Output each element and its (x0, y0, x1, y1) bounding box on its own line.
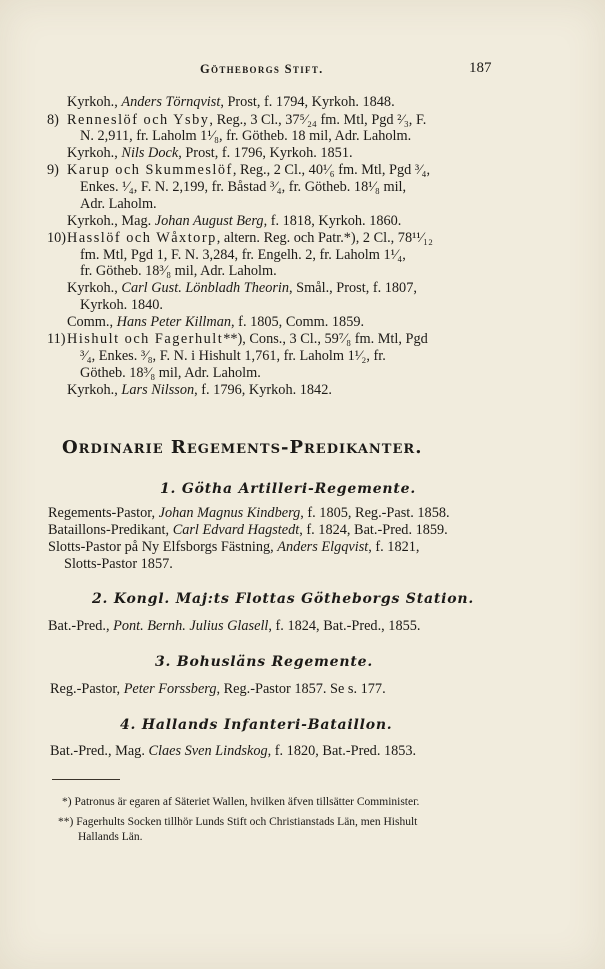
parish-line: fr. Götheb. 18³⁄₈ mil, Adr. Laholm. (80, 263, 277, 279)
parish-entry-8: 8) Renneslöf och Ysby, Reg., 3 Cl., 37⁵⁄₂₄ fm. Mtl, Pgd ²⁄₃, F. (47, 112, 427, 128)
regiment-entry: Regements-Pastor, Johan Magnus Kindberg, f. 1805, Reg.-Past. 1858. (48, 505, 450, 521)
parish-line: Götheb. 18³⁄₈ mil, Adr. Laholm. (80, 365, 261, 381)
regiment-heading: 4. Hallands Infanteri-Bataillon. (120, 717, 393, 733)
parish-entry-10: 10) Hasslöf och Wåxtorp, altern. Reg. och Patr.*), 2 Cl., 78¹¹⁄₁₂ (47, 230, 434, 246)
regiment-entry: Slotts-Pastor 1857. (64, 556, 173, 572)
parish-entry-9: 9) Karup och Skummeslöf, Reg., 2 Cl., 40¹⁄₆ fm. Mtl, Pgd ³⁄₄, (47, 162, 431, 178)
footnote: Hallands Län. (78, 831, 143, 843)
parish-line: Kyrkoh., Mag. Johan August Berg, f. 1818, Kyrkoh. 1860. (67, 213, 402, 229)
parish-line: Kyrkoh., Nils Dock, Prost, f. 1796, Kyrkoh. 1851. (67, 145, 353, 161)
regiment-entry: Slotts-Pastor på Ny Elfsborgs Fästning, Anders Elgqvist, f. 1821, (48, 539, 420, 555)
page-number: 187 (469, 60, 492, 76)
parish-entry-11: 11) Hishult och Fagerhult**), Cons., 3 Cl., 59⁷⁄₈ fm. Mtl, Pgd (47, 331, 428, 347)
parish-line: fm. Mtl, Pgd 1, F. N. 3,284, fr. Engelh. 2, fr. Laholm 1¹⁄₄, (80, 247, 406, 263)
regiment-entry: Bat.-Pred., Mag. Claes Sven Lindskog, f. 1820, Bat.-Pred. 1853. (50, 743, 417, 759)
parish-line: Kyrkoh., Lars Nilsson, f. 1796, Kyrkoh. 1842. (67, 382, 332, 398)
page-header (0, 62, 605, 82)
regiment-entry: Bat.-Pred., Pont. Bernh. Julius Glasell, f. 1824, Bat.-Pred., 1855. (48, 618, 421, 634)
parish-line: Enkes. ¹⁄₄, F. N. 2,199, fr. Båstad ³⁄₄, fr. Götheb. 18¹⁄₈ mil, (80, 179, 407, 195)
footnote: **) Fagerhults Socken tillhör Lunds Stift och Christianstads Län, men Hishult (58, 816, 418, 828)
regiment-heading: 2. Kongl. Maj:ts Flottas Götheborgs Station. (92, 591, 475, 607)
parish-line: Kyrkoh. 1840. (80, 297, 163, 313)
section-title: Ordinarie Regements-Predikanter. (62, 437, 423, 458)
parish-line: Kyrkoh., Carl Gust. Lönbladh Theorin, Smål., Prost, f. 1807, (67, 280, 417, 296)
footnote: *) Patronus är egaren af Säteriet Wallen, hvilken äfven tillsätter Comministeг. (62, 796, 420, 808)
parish-line: Adr. Laholm. (80, 196, 157, 212)
regiment-heading: 3. Bohusläns Regemente. (155, 654, 374, 670)
footnote-rule (52, 779, 120, 780)
parish-line: ³⁄₄, Enkes. ³⁄₈, F. N. i Hishult 1,761, fr. Laholm 1¹⁄₂, fr. (80, 348, 386, 364)
regiment-entry: Reg.-Pastor, Peter Forssberg, Reg.-Pastor 1857. Se s. 177. (50, 681, 386, 697)
regiment-entry: Bataillons-Predikant, Carl Edvard Hagstedt, f. 1824, Bat.-Pred. 1859. (48, 522, 448, 538)
parish-line: N. 2,911, fr. Laholm 1¹⁄₈, fr. Götheb. 18 mil, Adr. Laholm. (80, 128, 412, 144)
parish-line: Comm., Hans Peter Killman, f. 1805, Comm. 1859. (67, 314, 365, 330)
regiment-heading: 1. Götha Artilleri-Regemente. (160, 481, 417, 497)
running-title: Götheborgs Stift. (200, 62, 324, 76)
parish-line: Kyrkoh., Anders Törnqvist, Prost, f. 1794, Kyrkoh. 1848. (67, 94, 395, 110)
